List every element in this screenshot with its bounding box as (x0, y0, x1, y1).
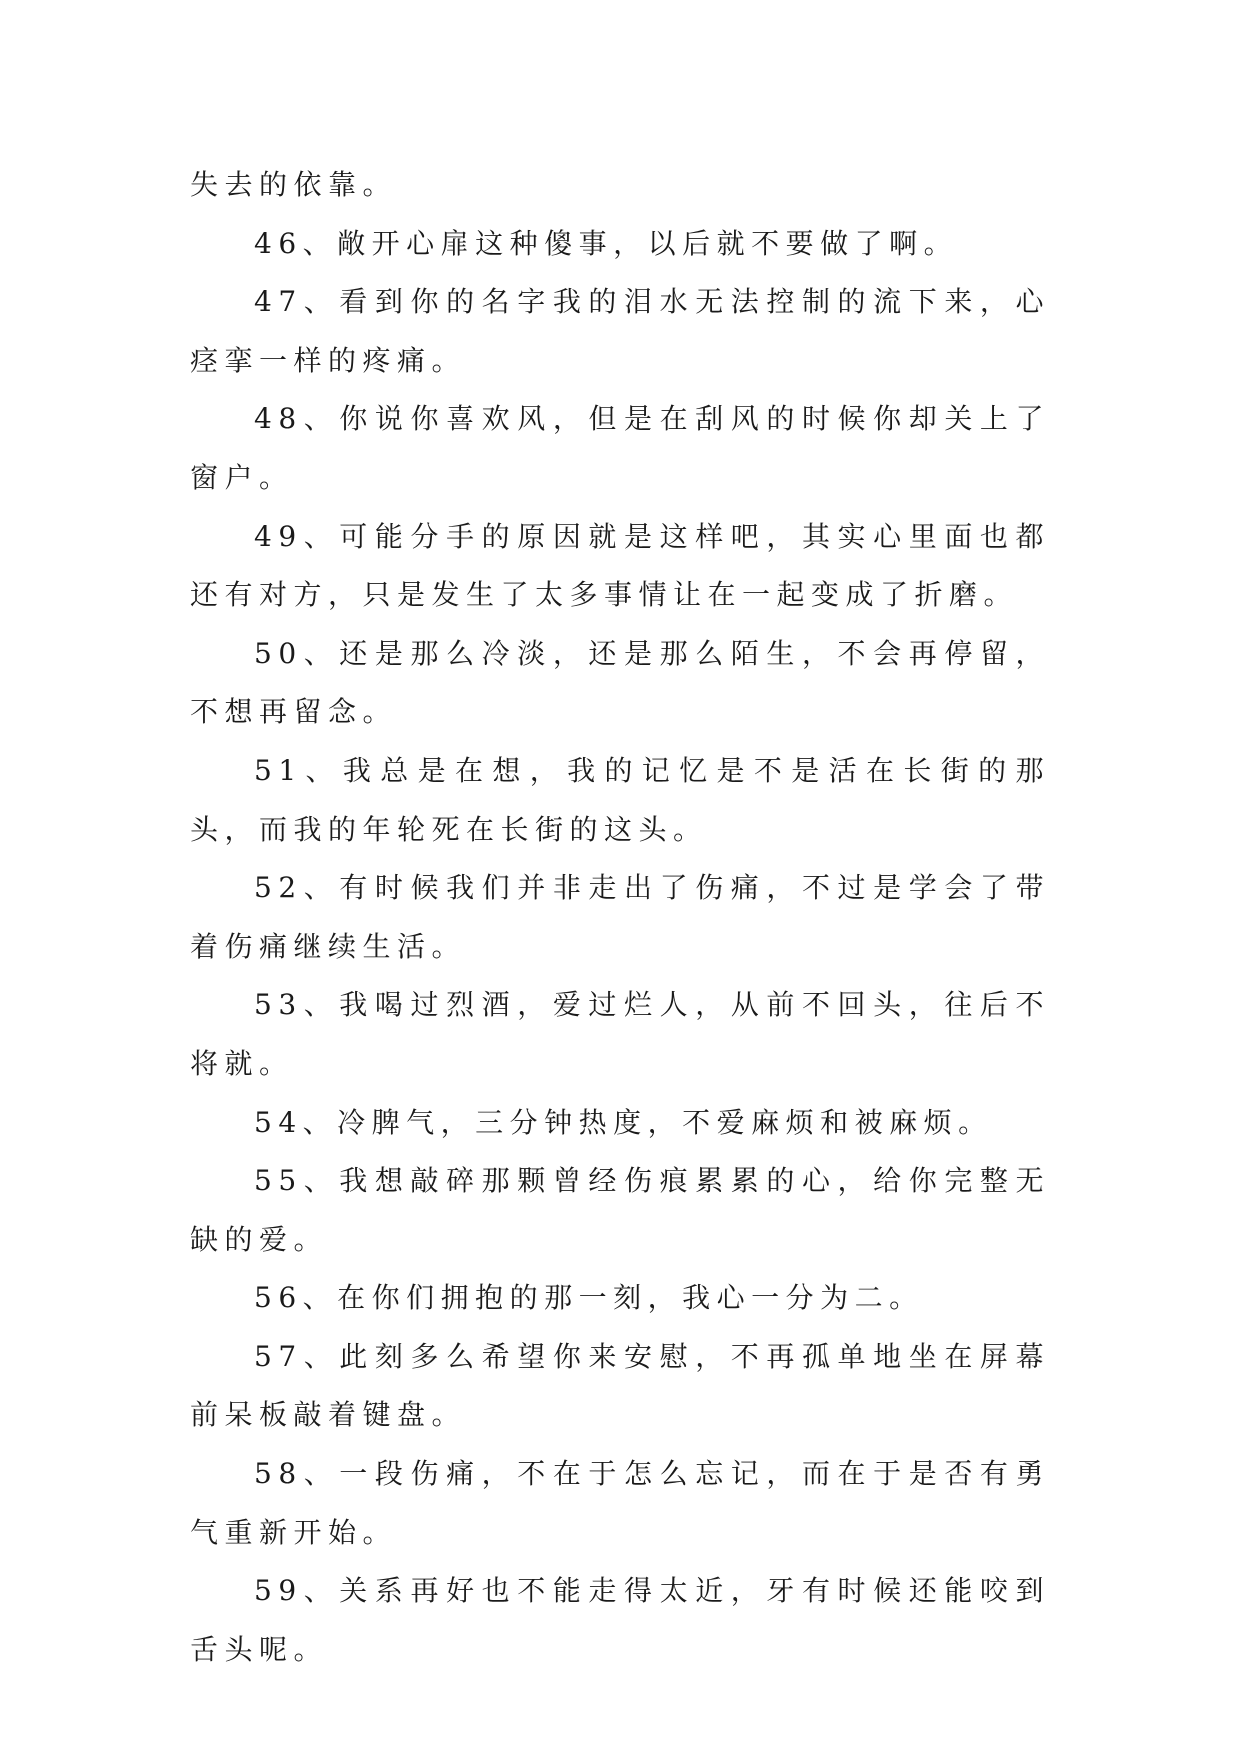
paragraph-49: 49、可能分手的原因就是这样吧，其实心里面也都还有对方，只是发生了太多事情让在一起变成了折磨。 (190, 519, 1050, 612)
paragraph-58: 58、一段伤痛，不在于怎么忘记，而在于是否有勇气重新开始。 (190, 1457, 1050, 1549)
paragraph-54: 54、冷脾气，三分钟热度，不爱麻烦和被麻烦。 (254, 1105, 993, 1139)
paragraph-46: 46、敞开心扉这种傻事，以后就不要做了啊。 (254, 226, 959, 260)
paragraph-55: 55、我想敲碎那颗曾经伤痕累累的心，给你完整无缺的爱。 (190, 1164, 1050, 1256)
paragraph-59: 59、关系再好也不能走得太近，牙有时候还能咬到舌头呢。 (190, 1574, 1050, 1666)
paragraph-53: 53、我喝过烈酒，爱过烂人，从前不回头，往后不将就。 (190, 988, 1050, 1080)
paragraph-51: 51、我总是在想，我的记忆是不是活在长街的那头，而我的年轮死在长街的这头。 (190, 753, 1050, 846)
paragraph-50: 50、还是那么冷淡，还是那么陌生，不会再停留，不想再留念。 (190, 636, 1050, 729)
paragraph-continuation: 失去的依靠。 (190, 168, 398, 201)
document-page (190, 156, 1050, 1679)
paragraph-48: 48、你说你喜欢风，但是在刮风的时候你却关上了窗户。 (190, 402, 1050, 494)
paragraph-47: 47、看到你的名字我的泪水无法控制的流下来，心痉挛一样的疼痛。 (190, 285, 1050, 377)
paragraph-57: 57、此刻多么希望你来安慰，不再孤单地坐在屏幕前呆板敲着键盘。 (190, 1339, 1050, 1432)
paragraph-56: 56、在你们拥抱的那一刻，我心一分为二。 (254, 1281, 924, 1315)
paragraph-52: 52、有时候我们并非走出了伤痛，不过是学会了带着伤痛继续生活。 (190, 871, 1050, 963)
